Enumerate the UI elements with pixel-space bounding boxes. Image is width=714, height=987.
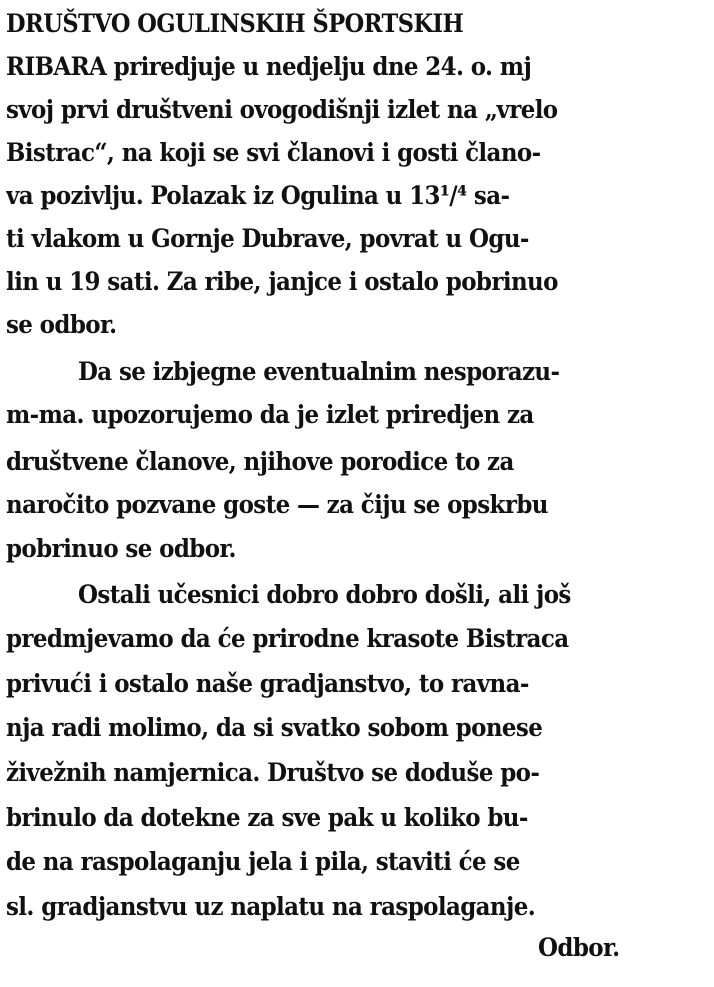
text-line: nja radi molimo, da si svatko sobom ponese (6, 713, 543, 743)
text-line: privući i ostalo naše gradjanstvo, to ravna- (6, 669, 529, 699)
signature-line: Odbor. (538, 933, 620, 963)
text-line: sl. gradjanstvu uz naplatu na raspolaganje. (6, 892, 536, 922)
text-line: pobrinuo se odbor. (6, 534, 236, 564)
text-line: m-ma. upozorujemo da je izlet priredjen za (6, 400, 534, 430)
paragraph-start-line: Ostali učesnici dobro dobro došli, ali još (78, 580, 571, 610)
text-line: va pozivlju. Polazak iz Ogulina u 13¹/⁴ sa- (6, 181, 510, 211)
text-line: se odbor. (6, 310, 117, 340)
text-line: društvene članove, njihove porodice to za (6, 447, 514, 477)
text-line: de na raspolaganju jela i pila, staviti će se (6, 847, 520, 877)
heading-line: DRUŠTVO OGULINSKIH ŠPORTSKIH (6, 9, 464, 38)
text-line: RIBARA priredjuje u nedjelju dne 24. o. mj (6, 52, 532, 82)
text-line: lin u 19 sati. Za ribe, janjce i ostalo pobrinuo (6, 267, 558, 297)
text-line: brinulo da dotekne za sve pak u koliko bu- (6, 803, 528, 833)
text-line: Bistrac“, na koji se svi članovi i gosti člano- (6, 138, 541, 168)
text-line: naročito pozvane goste — za čiju se opskrbu (6, 490, 548, 520)
text-line: svoj prvi društveni ovogodišnji izlet na „vrelo (6, 95, 558, 125)
text-line: ti vlakom u Gornje Dubrave, povrat u Ogu- (6, 224, 529, 254)
text-line: predmjevamo da će prirodne krasote Bistraca (6, 624, 569, 654)
paragraph-start-line: Da se izbjegne eventualnim nesporazu- (78, 357, 560, 387)
text-line: živežnih namjernica. Društvo se doduše po- (6, 758, 540, 788)
